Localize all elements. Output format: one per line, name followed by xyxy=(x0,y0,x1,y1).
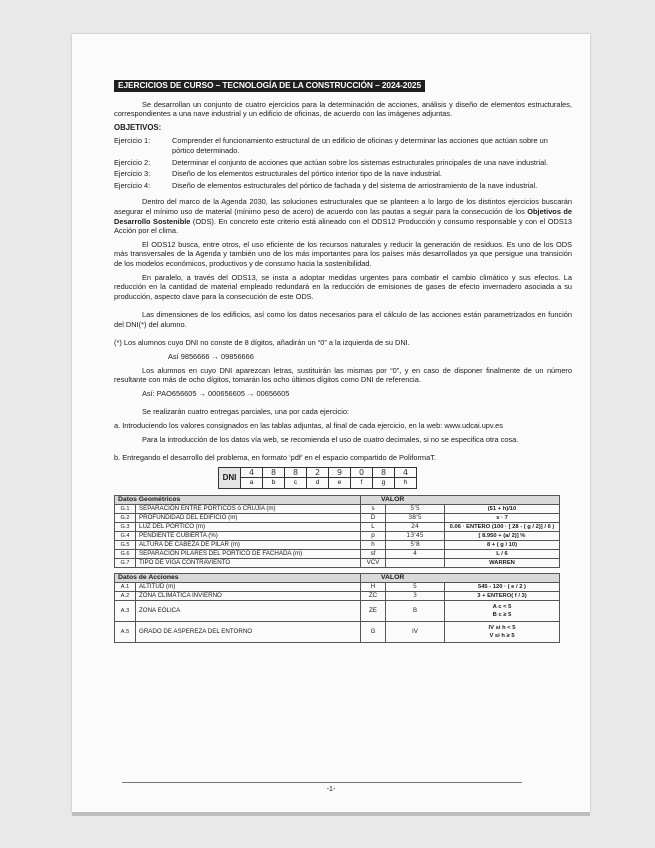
dni-digit: 0 xyxy=(351,467,373,478)
row-description: PROFUNDIDAD DEL EDIFICIO (m) xyxy=(136,514,361,523)
dni-digit: 8 xyxy=(373,467,395,478)
row-code: G.2 xyxy=(115,514,136,523)
footer-divider xyxy=(122,782,522,783)
row-description: ZONA EÓLICA xyxy=(136,601,361,622)
row-description: SEPARACIÓN ENTRE PÓRTICOS ó CRUJÍA (m) xyxy=(136,505,361,514)
row-description: PENDIENTE CUBIERTA (%) xyxy=(136,532,361,541)
exercise-text: Comprender el funcionamiento estructural de un edificio de oficinas y determinar las acciones que actúan sobre un pórtico determinado. xyxy=(172,136,548,155)
exercise-text: Diseño de los elementos estructurales del pórtico interior tipo de la nave industrial. xyxy=(172,169,442,179)
ods-bold-text: Objetivos de Desarrollo Sostenible xyxy=(114,206,572,226)
dni-note-1: (*) Los alumnos cuyo DNI no conste de 8 dígitos, añadirán un “0” a la izquierda de su DNI. xyxy=(114,338,410,348)
table-row xyxy=(115,550,560,559)
row-code: G.3 xyxy=(115,523,136,532)
row-code: G.7 xyxy=(115,559,136,568)
document-page xyxy=(72,34,590,812)
document-title: EJERCICIOS DE CURSO – TECNOLOGÍA DE LA CONSTRUCCIÓN – 2024-2025 xyxy=(114,80,425,92)
agenda-paragraph-3: En paralelo, a través del ODS13, se insta a adoptar medidas urgentes para combatir el cambio climático y sus efectos. La reducción en la cantidad de material empleado redundará en la reducción de emisiones de gases de efecto invernadero asociada a su producción, aspecto clave para la consecución de este ODS. xyxy=(114,272,572,301)
row-formula xyxy=(445,622,560,643)
dni-digits-row xyxy=(219,467,417,478)
formula-line: IV si h < 5 xyxy=(488,625,516,631)
valor-heading: VALOR xyxy=(361,496,560,505)
table-row xyxy=(115,532,560,541)
dni-letter: a xyxy=(241,478,263,489)
row-description: LUZ DEL PÓRTICO (m) xyxy=(136,523,361,532)
exercise-label: Ejercicio 1: xyxy=(114,136,151,146)
row-formula: 545 - 120 · ( e / 2 ) xyxy=(445,583,560,592)
dni-letter: b xyxy=(263,478,285,489)
row-symbol: ZC xyxy=(361,592,386,601)
row-description: GRADO DE ASPEREZA DEL ENTORNO xyxy=(136,622,361,643)
row-symbol: H xyxy=(361,583,386,592)
agenda-paragraph-2: El ODS12 busca, entre otros, el uso eficiente de los recursos naturales y reducir la generación de residuos. Es uno de los ODS más transversales de la Agenda y también uno de los más importantes para los países más desarrollados ya que persigue una transición de los modelos económicos, productivos y de consumo hacia la sostenibilidad. xyxy=(114,239,572,268)
dni-digit: 2 xyxy=(307,467,329,478)
row-value: 5'5 xyxy=(386,505,445,514)
exercise-2 xyxy=(114,158,572,168)
row-symbol: L xyxy=(361,523,386,532)
agenda-paragraph-1 xyxy=(114,197,572,235)
row-value: 38'5 xyxy=(386,514,445,523)
row-formula: 8 + ( g / 10) xyxy=(445,541,560,550)
geometric-data-table xyxy=(114,495,560,568)
dni-label: DNI xyxy=(219,467,241,488)
exercise-1 xyxy=(114,136,572,155)
row-description: TIPO DE VIGA CONTRAVIENTO xyxy=(136,559,361,568)
table-row xyxy=(115,622,560,643)
dni-note-2: Los alumnos en cuyo DNI aparezcan letras, sustituirán las mismas por “0”, y en caso de disponer finalmente de un número resultante con más de ocho dígitos, tomarán los ocho últimos dígitos como DNI de referencia. xyxy=(114,365,572,385)
entregas-intro: Se realizarán cuatro entregas parciales, una por cada ejercicio: xyxy=(142,407,350,417)
row-code: A.3 xyxy=(115,601,136,622)
exercise-label: Ejercicio 3: xyxy=(114,169,151,179)
dni-note-1-example: Así 9856666 → 09856666 xyxy=(168,352,254,362)
row-formula: 0.06 · ENTERO (100 · [ 28 - ( g / 2)] / 6 ) xyxy=(445,523,560,532)
row-code: A.2 xyxy=(115,592,136,601)
row-code: A.5 xyxy=(115,622,136,643)
row-symbol: h xyxy=(361,541,386,550)
exercise-label: Ejercicio 4: xyxy=(114,180,151,190)
row-code: A.1 xyxy=(115,583,136,592)
dni-note-2-example: Así: PAO656605 → 000656605 → 00656605 xyxy=(142,388,290,398)
table-heading: Datos Geométricos xyxy=(115,496,361,505)
row-description: SEPARACIÓN PILARES DEL PÓRTICO DE FACHADA (m) xyxy=(136,550,361,559)
page-number: -1- xyxy=(326,786,336,793)
row-symbol: sf xyxy=(361,550,386,559)
formula-line: A c < 5 xyxy=(492,604,512,610)
dni-digit: 8 xyxy=(285,467,307,478)
row-value: B xyxy=(386,601,445,622)
row-value: 3 xyxy=(386,592,445,601)
row-description: ZONA CLIMÁTICA INVIERNO xyxy=(136,592,361,601)
dni-letter: e xyxy=(329,478,351,489)
table-row xyxy=(115,601,560,622)
row-formula: (51 + h)/10 xyxy=(445,505,560,514)
dni-letter: f xyxy=(351,478,373,489)
row-value: 4 xyxy=(386,550,445,559)
dni-letters-row xyxy=(219,478,417,489)
row-symbol: ZE xyxy=(361,601,386,622)
dni-letter: d xyxy=(307,478,329,489)
table-row xyxy=(115,505,560,514)
row-code: G.1 xyxy=(115,505,136,514)
row-value: 13'45 xyxy=(386,532,445,541)
actions-data-table xyxy=(114,573,560,643)
row-symbol: G xyxy=(361,622,386,643)
dni-letter: h xyxy=(395,478,417,489)
formula-line: B c ≥ 5 xyxy=(492,612,512,618)
table-header-row xyxy=(115,496,560,505)
row-value: 5 xyxy=(386,583,445,592)
entrega-a: a. Introduciendo los valores consignados en las tablas adjuntas, al final de cada ejercicio, en la web: www.udcai.upv.es xyxy=(114,421,503,431)
dimensions-paragraph: Las dimensiones de los edificios, así como los datos necesarios para el cálculo de las acciones están parametrizados en función del DNI(*) del alumno. xyxy=(114,310,572,329)
agenda-text: (ODS). En concreto este criterio está alineado con el ODS12 Producción y consumo responsable y con el ODS13 Acción por el clima. xyxy=(114,216,573,236)
dni-digit: 9 xyxy=(329,467,351,478)
dni-letter: c xyxy=(285,478,307,489)
exercise-label: Ejercicio 2: xyxy=(114,157,151,167)
exercise-4 xyxy=(114,181,572,191)
row-value: 24 xyxy=(386,523,445,532)
table-row xyxy=(115,514,560,523)
row-value: 5'8 xyxy=(386,541,445,550)
valor-heading: VALOR xyxy=(361,574,560,583)
row-formula: L / 6 xyxy=(445,550,560,559)
row-symbol: VCV xyxy=(361,559,386,568)
dni-letter: g xyxy=(373,478,395,489)
page-content xyxy=(114,80,572,648)
row-formula: s · 7 xyxy=(445,514,560,523)
table-row xyxy=(115,541,560,550)
table-header-row xyxy=(115,574,560,583)
row-value xyxy=(386,559,445,568)
entrega-b: b. Entregando el desarrollo del problema, en formato ‘pdf’ en el espacio compartido de PoliformaT. xyxy=(114,453,436,463)
intro-paragraph: Se desarrollan un conjunto de cuatro ejercicios para la determinación de acciones, análisis y diseño de elementos estructurales, correspondientes a una nave industrial y un edificio de oficinas, de acuerdo con las imágenes adjuntas. xyxy=(114,99,572,119)
entrega-a-note: Para la introducción de los datos vía web, se recomienda el uso de cuatro decimales, si no se especifica otra cosa. xyxy=(142,434,519,444)
row-code: G.6 xyxy=(115,550,136,559)
dni-table xyxy=(218,467,417,489)
dni-digit: 8 xyxy=(263,467,285,478)
row-symbol: s xyxy=(361,505,386,514)
row-code: G.4 xyxy=(115,532,136,541)
row-description: ALTURA DE CABEZA DE PILAR (m) xyxy=(136,541,361,550)
row-value: IV xyxy=(386,622,445,643)
row-code: G.5 xyxy=(115,541,136,550)
exercise-3 xyxy=(114,169,572,179)
table-row xyxy=(115,559,560,568)
row-formula xyxy=(445,601,560,622)
row-formula: WARREN xyxy=(445,559,560,568)
row-symbol: D xyxy=(361,514,386,523)
table-heading: Datos de Acciones xyxy=(115,574,361,583)
row-formula: [ 8.950 + (a/ 2)] % xyxy=(445,532,560,541)
table-row xyxy=(115,583,560,592)
agenda-text: Dentro del marco de la Agenda 2030, las soluciones estructurales que se planteen a lo largo de los distintos ejercicios buscarán asegurar el mínimo uso de material (mínimo peso de acero) de acuerdo con las pautas a seguir para la consecución de los xyxy=(114,197,572,216)
row-description: ALTITUD (m) xyxy=(136,583,361,592)
table-row xyxy=(115,523,560,532)
dni-digit: 4 xyxy=(395,467,417,478)
row-symbol: p xyxy=(361,532,386,541)
exercise-text: Determinar el conjunto de acciones que actúan sobre los sistemas estructurales principales de una nave industrial. xyxy=(172,157,548,167)
row-formula: 3 + ENTERO( f / 3) xyxy=(445,592,560,601)
table-row xyxy=(115,592,560,601)
exercise-text: Diseño de elementos estructurales del pórtico de fachada y del sistema de arriostramiento de la nave industrial. xyxy=(172,180,538,190)
objetivos-heading: OBJETIVOS: xyxy=(114,122,162,132)
dni-digit: 4 xyxy=(241,467,263,478)
formula-line: V si h ≥ 5 xyxy=(489,633,515,639)
page-edge-shadow xyxy=(72,812,590,816)
